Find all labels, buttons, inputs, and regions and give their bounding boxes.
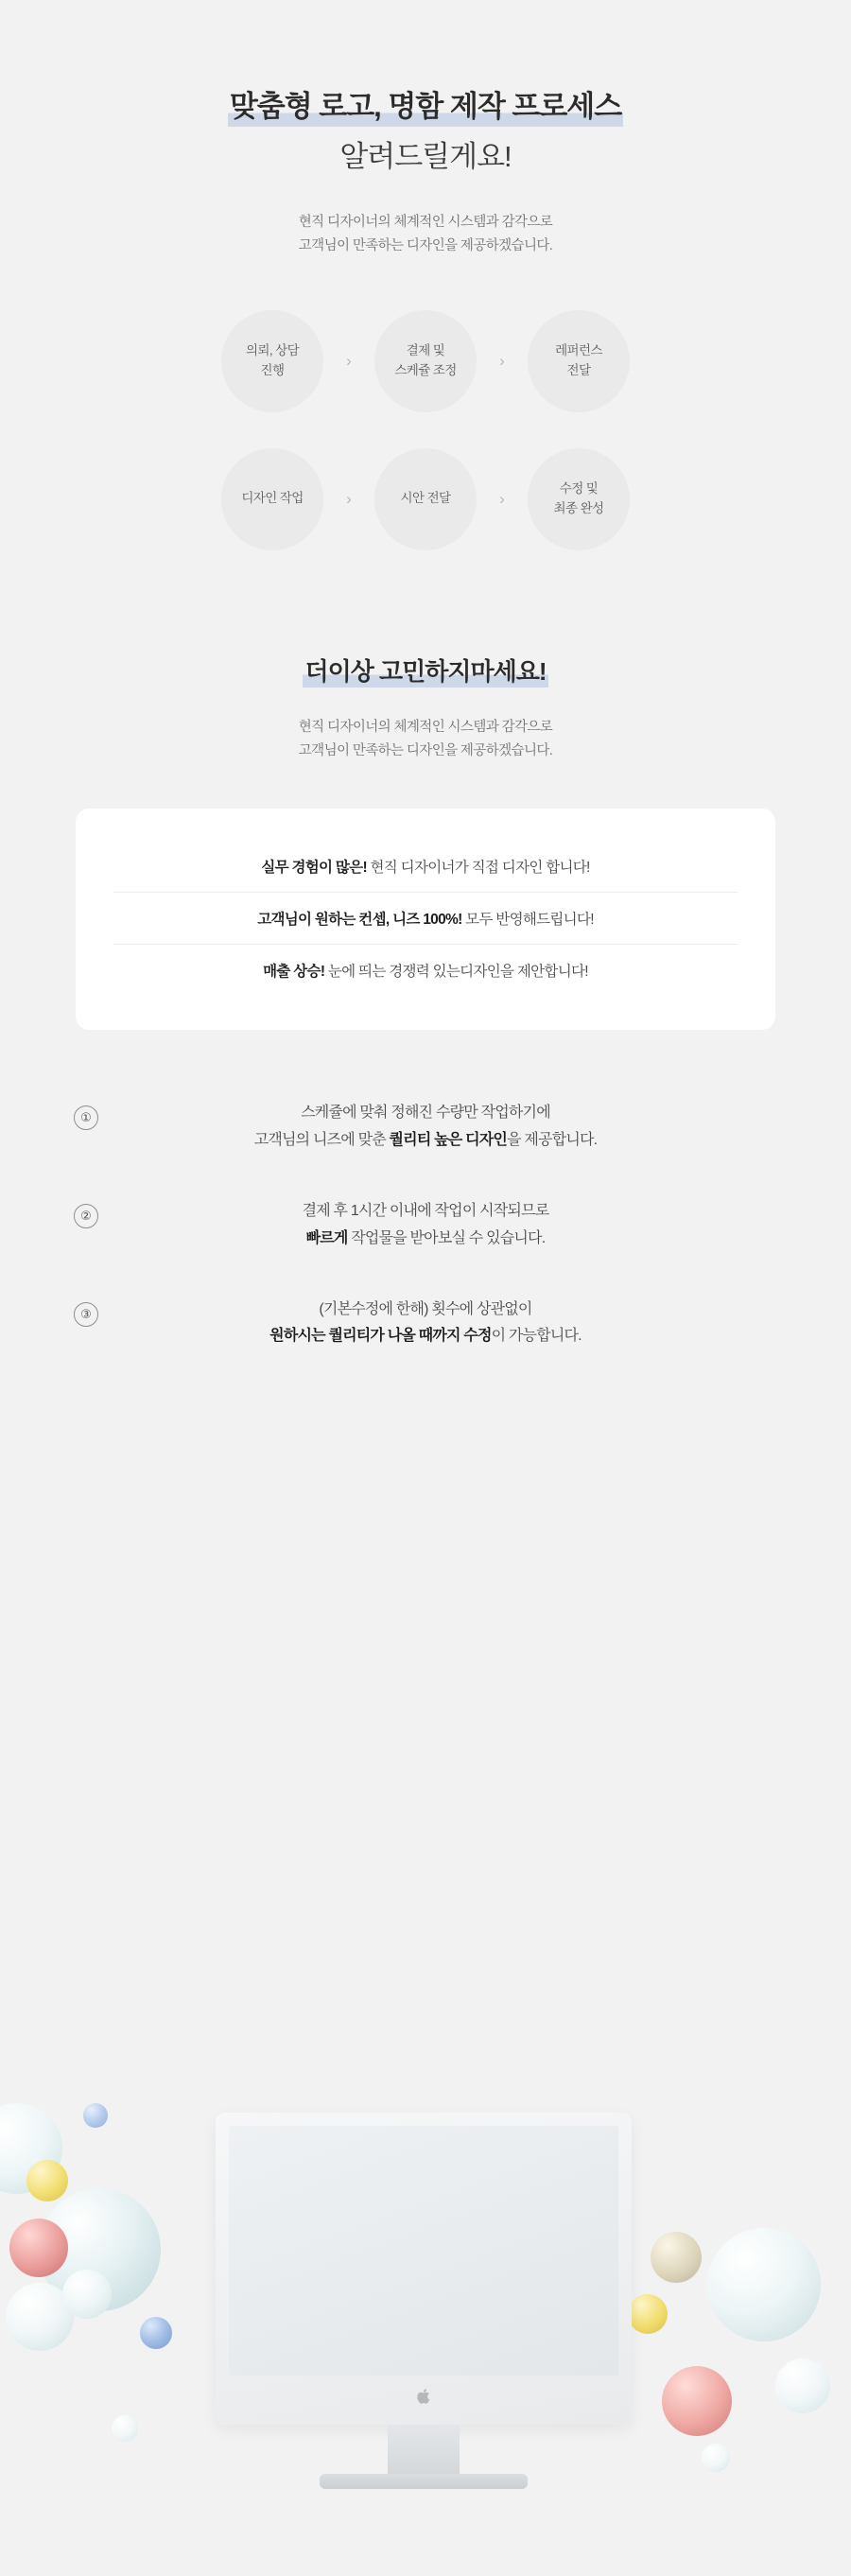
- benefit-text: [303, 1198, 549, 1253]
- hero-title-line1: 맞춤형 로고, 명함 제작 프로세스: [228, 87, 623, 127]
- highlight-card-row-rest: 눈에 띄는 경쟁력 있는디자인을 제안합니다!: [324, 964, 588, 981]
- list-item: [0, 1297, 851, 1351]
- benefit-line1: 스케쥴에 맞춰 정해진 수량만 작업하기에: [301, 1105, 550, 1122]
- benefit-line2-post: 을 제공합니다.: [507, 1132, 598, 1149]
- decorative-sphere: [702, 2444, 730, 2472]
- process-step-1-line1: 의뢰, 상담: [245, 342, 300, 357]
- process-step-2: [374, 310, 477, 412]
- decorative-sphere: [775, 2358, 830, 2413]
- list-item: [0, 1100, 851, 1155]
- highlight-card-row: [113, 841, 738, 892]
- decorative-sphere: [62, 2270, 112, 2319]
- benefit-line1: (기본수정에 한해) 횟수에 상관없이: [319, 1300, 532, 1317]
- list-item: [0, 1198, 851, 1253]
- process-step-3-line1: 레퍼런스: [555, 342, 602, 357]
- decorative-sphere: [651, 2232, 702, 2283]
- benefit-line2-strong: 퀄리티 높은 디자인: [389, 1132, 508, 1149]
- cta-section: [0, 653, 851, 764]
- process-step-3: [528, 310, 630, 412]
- decorative-sphere: [140, 2317, 172, 2349]
- benefit-number-badge: ①: [74, 1105, 98, 1130]
- section2-title: 더이상 고민하지마세요!: [303, 653, 547, 688]
- hero-subtext-line1: 현직 디자이너의 체계적인 시스템과 감각으로: [298, 214, 553, 230]
- decorative-sphere: [628, 2294, 668, 2334]
- process-row-2: [221, 448, 630, 550]
- chevron-right-icon: ›: [499, 489, 505, 508]
- highlight-card-row: [113, 892, 738, 944]
- benefit-line1: 결제 후 1시간 이내에 작업이 시작되므로: [302, 1202, 549, 1219]
- benefit-line2-strong: 빠르게: [305, 1229, 348, 1246]
- process-step-6-line1: 수정 및: [559, 480, 599, 496]
- hero-subtext: [0, 211, 851, 259]
- process-diagram: [0, 310, 851, 550]
- benefit-line2: [303, 1226, 549, 1253]
- benefit-line2-pre: 고객님의 니즈에 맞춘: [253, 1132, 390, 1149]
- section2-subtext-line2: 고객님이 만족하는 디자인을 제공하겠습니다.: [298, 742, 553, 758]
- hero-title-line2: 알려드릴게요!: [339, 139, 512, 173]
- benefit-line2: [254, 1127, 598, 1155]
- benefit-line2-post: 작업물을 받아보실 수 있습니다.: [347, 1229, 546, 1246]
- benefit-number-badge: ②: [74, 1204, 98, 1228]
- process-step-2-line1: 결제 및: [406, 342, 445, 357]
- process-step-1: [221, 310, 323, 412]
- highlight-card-row-rest: 현직 디자이너가 직접 디자인 합니다!: [366, 860, 590, 877]
- hero-subtext-line2: 고객님이 만족하는 디자인을 제공하겠습니다.: [298, 238, 553, 254]
- decorative-sphere: [112, 2415, 138, 2442]
- highlight-card-row: [113, 944, 738, 996]
- highlight-card: [76, 809, 775, 1030]
- process-step-2-line2: 스케쥴 조정: [394, 362, 457, 377]
- benefit-text: [254, 1100, 598, 1155]
- section2-subtext: [0, 716, 851, 764]
- highlight-card-row-strong: 고객님이 원하는 컨셉, 니즈 100%!: [257, 912, 462, 929]
- apple-logo-icon: [417, 2388, 431, 2410]
- decorative-sphere: [707, 2228, 821, 2341]
- process-step-6: [528, 448, 630, 550]
- hero-illustration: [0, 2046, 851, 2576]
- benefit-line2: [269, 1323, 582, 1350]
- imac-screen: [229, 2126, 618, 2376]
- highlight-card-row-rest: 모두 반영해드립니다!: [461, 912, 594, 929]
- chevron-right-icon: ›: [346, 351, 352, 370]
- chevron-right-icon: ›: [499, 351, 505, 370]
- process-step-6-line2: 최종 완성: [553, 500, 604, 515]
- benefits-list: [0, 1100, 851, 1350]
- chevron-right-icon: ›: [346, 489, 352, 508]
- decorative-sphere: [83, 2103, 108, 2128]
- process-step-4: [221, 448, 323, 550]
- page-title: [0, 87, 851, 175]
- hero-section: [0, 0, 851, 550]
- process-step-5: [374, 448, 477, 550]
- process-step-4-line1: 디자인 작업: [241, 491, 304, 506]
- imac-display: [216, 2113, 632, 2425]
- benefit-text: [269, 1297, 582, 1351]
- process-step-5-line1: 시안 전달: [400, 491, 451, 506]
- imac-stand-foot: [320, 2474, 528, 2489]
- decorative-sphere: [26, 2160, 68, 2202]
- process-step-1-line2: 진행: [260, 362, 285, 377]
- benefit-number-badge: ③: [74, 1302, 98, 1327]
- highlight-card-row-strong: 실무 경험이 많은!: [261, 860, 367, 877]
- section2-subtext-line1: 현직 디자이너의 체계적인 시스템과 감각으로: [298, 719, 553, 735]
- process-step-3-line2: 전달: [566, 362, 591, 377]
- highlight-card-row-strong: 매출 상승!: [263, 964, 325, 981]
- imac-stand-neck: [388, 2425, 460, 2478]
- process-row-1: [221, 310, 630, 412]
- decorative-sphere: [9, 2219, 68, 2277]
- benefit-line2-post: 이 가능합니다.: [491, 1328, 582, 1345]
- benefit-line2-strong: 원하시는 퀄리티가 나올 때까지 수정: [269, 1328, 492, 1345]
- decorative-sphere: [662, 2366, 732, 2436]
